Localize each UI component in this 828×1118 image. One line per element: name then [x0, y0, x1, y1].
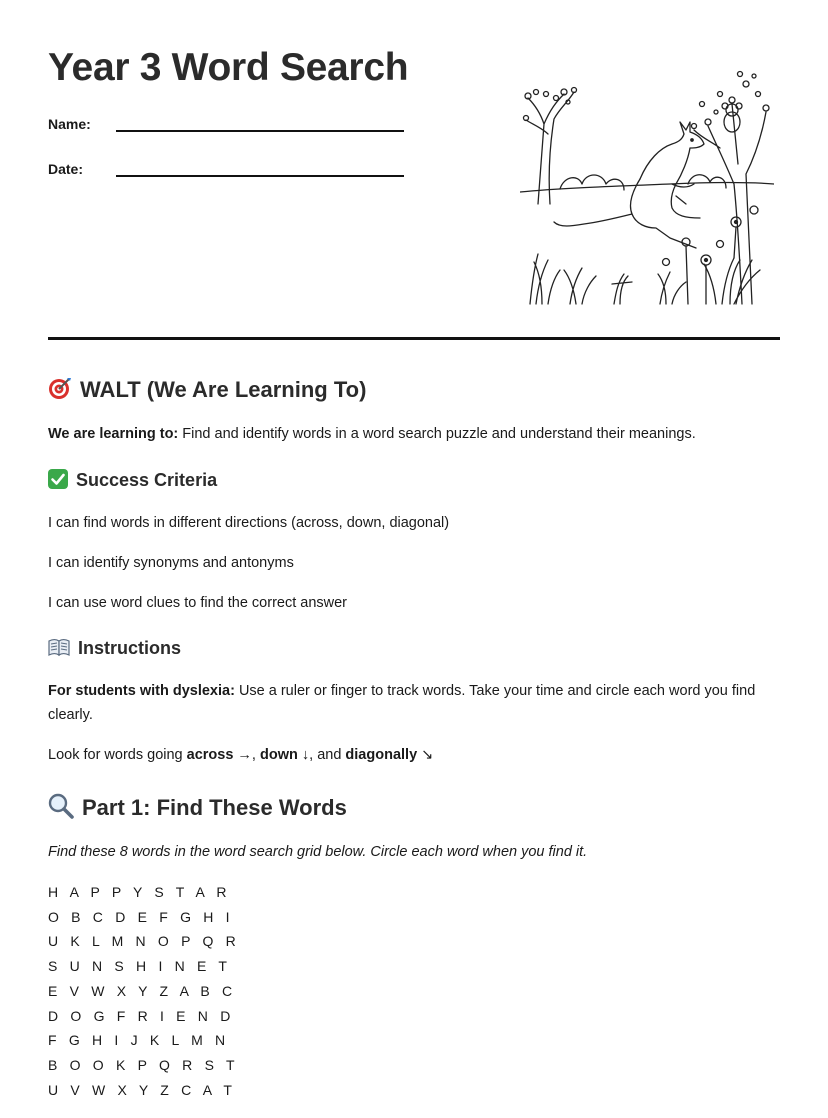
grid-row[interactable]: S U N S H I N E T [48, 958, 232, 975]
grid-row[interactable]: B O O K P Q R S T [48, 1056, 239, 1073]
part1-heading-text: Part 1: Find These Words [82, 795, 347, 820]
walt-lead: We are learning to: [48, 426, 179, 442]
walt-text: Find and identify words in a word search puzzle and understand their meanings. [178, 426, 696, 442]
down-arrow: ↓, and [297, 747, 346, 763]
name-label: Name: [48, 116, 91, 132]
dyslexia-lead: For students with dyslexia: [48, 683, 235, 699]
direction-across: across [186, 747, 234, 763]
kangaroo-illustration [520, 64, 774, 310]
grid-row[interactable]: E V W X Y Z A B C [48, 982, 237, 999]
grid-row[interactable]: U K L M N O P Q R [48, 933, 240, 950]
part1-heading [48, 793, 347, 823]
part1-intro: Find these 8 words in the word search grid below. Circle each word when you find it. [48, 844, 588, 860]
date-field[interactable] [48, 161, 404, 177]
diagonal-arrow: ↘ [417, 747, 434, 763]
success-criteria-item: I can identify synonyms and antonyms [48, 555, 294, 571]
directions-line [48, 743, 778, 767]
dart-target-icon [48, 376, 72, 404]
check-box-icon [48, 469, 68, 492]
success-heading-text: Success Criteria [76, 470, 218, 490]
name-field[interactable] [48, 116, 404, 132]
instructions-heading [48, 638, 181, 659]
name-line[interactable] [116, 116, 404, 132]
dyslexia-text: Use a ruler or finger to track words. Take your time and circle each word you find clearly. [48, 683, 756, 723]
word-search-grid[interactable] [48, 880, 240, 1102]
direction-down: down [260, 747, 298, 763]
grid-row[interactable]: D O G F R I E N D [48, 1007, 235, 1024]
grid-row[interactable]: H A P P Y S T A R [48, 884, 231, 900]
across-arrow: →, [233, 747, 260, 763]
success-criteria-item: I can find words in different directions (across, down, diagonal) [48, 515, 450, 531]
direction-diagonal: diagonally [345, 747, 418, 763]
grid-row[interactable]: U V W X Y Z C A T [48, 1081, 237, 1098]
section-divider [48, 337, 780, 340]
instructions-heading-text: Instructions [78, 638, 182, 658]
walt-statement [48, 422, 778, 446]
magnifying-glass-icon [48, 793, 74, 823]
grid-row[interactable]: F G H I J K L M N [48, 1032, 230, 1049]
walt-heading [48, 376, 366, 404]
directions-intro: Look for words going [48, 747, 187, 763]
success-heading [48, 469, 217, 492]
page-title: Year 3 Word Search [48, 46, 409, 89]
success-criteria-item: I can use word clues to find the correct answer [48, 595, 348, 611]
open-book-icon [48, 638, 70, 659]
dyslexia-tip [48, 679, 778, 727]
grid-row[interactable]: O B C D E F G H I [48, 908, 234, 925]
date-label: Date: [48, 161, 84, 177]
date-line[interactable] [116, 161, 404, 177]
worksheet-page [48, 0, 780, 1118]
walt-heading-text: WALT (We Are Learning To) [80, 377, 367, 402]
